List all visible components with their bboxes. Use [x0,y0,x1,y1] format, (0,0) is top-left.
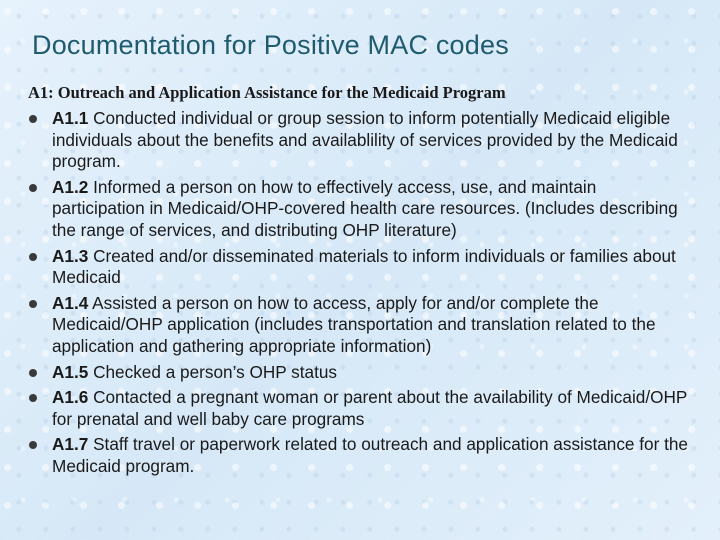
bullet-icon [29,300,37,308]
list-item [28,362,688,384]
item-code: A1.1 [52,108,89,128]
item-code: A1.3 [52,245,89,266]
section-subheading: A1: Outreach and Application Assistance for the Medicaid Program [28,83,506,102]
list-item [28,434,688,477]
item-text: Created and/or disseminated materials to inform individuals or families about Medicaid [52,245,676,288]
list-item [28,108,688,173]
list-item [28,293,688,358]
item-code: A1.5 [52,361,89,382]
item-text: Conducted individual or group session to inform potentially Medicaid eligible individuals about the benefits and availablility of services provided by the Medicaid program. [52,108,678,172]
bullet-icon [29,184,37,192]
bullet-icon [29,441,37,449]
bullet-icon [29,369,37,377]
bullet-icon [29,115,37,123]
item-text: Staff travel or paperwork related to outreach and application assistance for the Medicaid program. [52,434,688,476]
item-code: A1.2 [52,176,89,197]
item-text: Contacted a pregnant woman or parent about the availability of Medicaid/OHP for prenatal and well baby care programs [52,387,688,429]
bullet-icon [29,253,37,261]
item-text: Assisted a person on how to access, apply for and/or complete the Medicaid/OHP application (includes transportation and translation related to the application and gathering appropriate information) [52,292,656,356]
bullet-icon [29,394,37,402]
list-item [28,177,688,242]
list-item [28,246,688,289]
list-item [28,387,688,430]
code-list [28,108,688,482]
item-code: A1.6 [52,387,89,408]
item-text: Checked a person’s OHP status [88,361,338,382]
slide-title: Documentation for Positive MAC codes [32,30,509,60]
item-code: A1.4 [52,292,89,313]
item-text: Informed a person on how to effectively access, use, and maintain participation in Medicaid/OHP-covered health care resources. (Includes describing the range of services, and distributing OHP literature) [52,176,678,240]
item-code: A1.7 [52,434,89,455]
